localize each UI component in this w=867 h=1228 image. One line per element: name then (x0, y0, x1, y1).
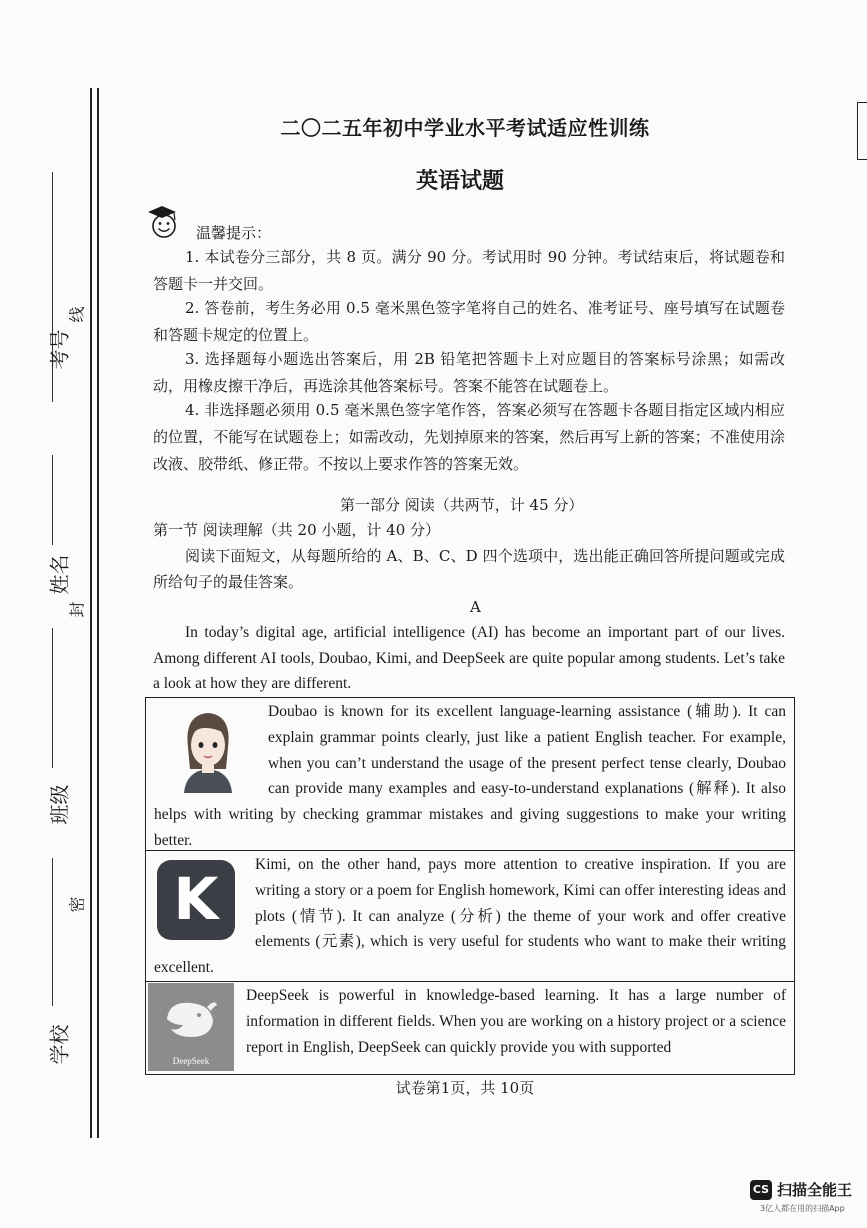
scanner-badge: CS (750, 1180, 772, 1200)
name-rule (52, 455, 53, 545)
scanner-tagline: 3亿人都在用的扫描App (760, 1204, 845, 1213)
deepseek-cell (146, 982, 794, 1066)
doubao-cell (146, 698, 794, 854)
page-footer: 试卷第1页，共 10页 (395, 1079, 535, 1097)
section1-title: 第一节 阅读理解（共 20 小题，计 40 分） (153, 521, 441, 539)
school-rule (52, 858, 53, 1006)
kimi-text: Kimi, on the other hand, pays more attention to creative inspiration. If you are writing a story or a poem for English homework, Kimi can offer interesting ideas and plots (情节). It can analyze (分析) the theme of your work and offer creative elements (元素), which is very useful for students who want to make their writing excellent. (154, 856, 786, 977)
smiley-graduate-icon (144, 204, 184, 240)
passage-intro: In today’s digital age, artificial intelligence (AI) has become an important part of our lives. Among different AI tools, Doubao, Kimi, and DeepSeek are quite popular among students. Let’s take a look at how they are different. (153, 624, 785, 692)
deepseek-text: DeepSeek is powerful in knowledge-based learning. It has a large number of information in different fields. When you are working on a history project or a science report in English, DeepSeek can quickly provide you with supported (246, 987, 786, 1056)
part1-title: 第一部分 阅读（共两节，计 45 分） (340, 496, 584, 514)
scanner-brand: 扫描全能王 (777, 1181, 853, 1199)
deepseek-logo-caption: DeepSeek (172, 1056, 210, 1066)
class-rule (52, 628, 53, 768)
notice-item-4: 4. 非选择题必须用 0.5 毫米黑色签字笔作答，答案必须写在答题卡各题目指定区域内相应的位置，不能写在试题卷上；如需改动，先划掉原来的答案，然后再写上新的答案；不准使用涂改液、胶带纸、修正带。不按以上要求作答的答案无效。 (153, 401, 785, 473)
deepseek-whale-icon (161, 993, 221, 1043)
deepseek-row (146, 982, 794, 1074)
cartoon-girl-avatar-icon (168, 707, 248, 793)
kimi-row (146, 851, 794, 982)
doubao-row (146, 698, 794, 851)
seal-word-line: 线 (67, 306, 87, 323)
deepseek-logo-icon (148, 983, 234, 1071)
notice-item-1: 1. 本试卷分三部分，共 8 页。满分 90 分。考试用时 90 分钟。考试结束后，将试题卷和答题卡一并交回。 (153, 248, 785, 293)
section1-instruction: 阅读下面短文，从每题所给的 A、B、C、D 四个选项中，选出能正确回答所提问题或完成所给句子的最佳答案。 (153, 547, 785, 591)
seal-word-secret: 密 (67, 896, 87, 913)
school-label: 学校 (47, 1024, 72, 1065)
kimi-cell (146, 851, 794, 981)
exam-title: 二〇二五年初中学业水平考试适应性训练 (280, 116, 650, 140)
kimi-logo-icon (157, 860, 235, 940)
name-label: 姓名 (47, 554, 72, 595)
binding-line-inner (97, 88, 99, 1138)
notice-item-3: 3. 选择题每小题选出答案后，用 2B 铅笔把答题卡上对应题目的答案标号涂黑；如需改动，用橡皮擦干净后，再选涂其他答案标号。答案不能答在试题卷上。 (153, 350, 785, 395)
doubao-text: Doubao is known for its excellent language-learning assistance (辅助). It can explain grammar points clearly, just like a patient English teacher. For example, when you can’t understand the usage of the present perfect tense clearly, Doubao can provide many examples and easy-to-understand explanations (解释). It also helps with writing by checking grammar mistakes and giving suggestions to make your writing better. (154, 703, 786, 849)
seal-word-seal: 封 (67, 601, 87, 618)
ai-tools-table (145, 697, 795, 1075)
notice-item-2: 2. 答卷前，考生务必用 0.5 毫米黑色签字笔将自己的姓名、准考证号、座号填写在试题卷和答题卡规定的位置上。 (153, 299, 785, 344)
kimi-logo-letter: K (173, 865, 219, 933)
binding-line-outer (90, 88, 92, 1138)
exam-no-label: 考号 (47, 329, 72, 370)
class-label: 班级 (47, 784, 72, 825)
passage-label: A (470, 598, 481, 616)
subject-title: 英语试题 (415, 168, 504, 194)
notice-heading: 温馨提示： (196, 224, 272, 242)
